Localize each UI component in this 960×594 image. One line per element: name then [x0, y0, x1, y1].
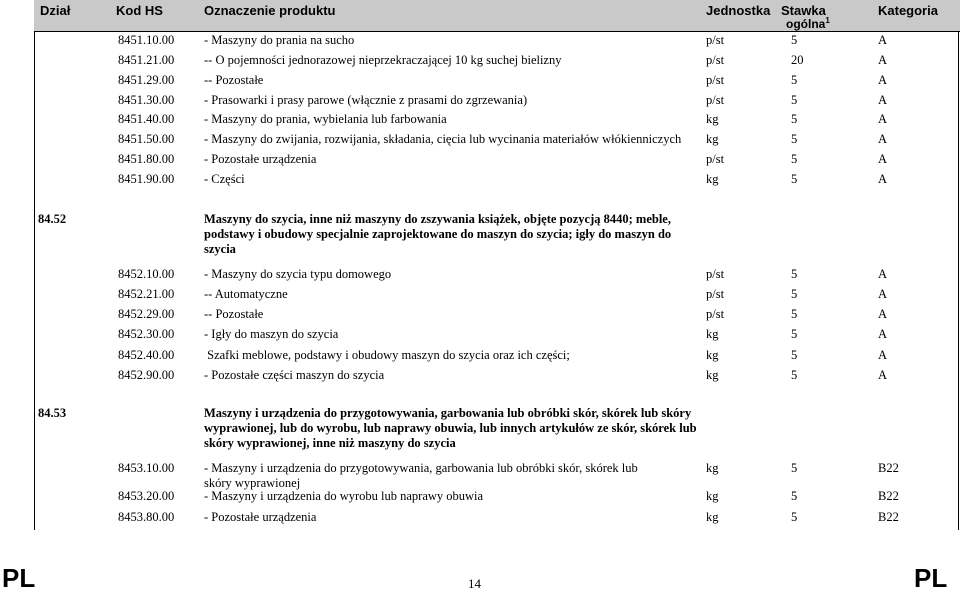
unit: kg [706, 348, 719, 362]
unit: p/st [706, 267, 725, 281]
product-description: - Pozostałe urządzenia [204, 510, 317, 524]
product-description: - Maszyny i urządzenia do wyrobu lub naprawy obuwia [204, 489, 484, 503]
category: A [878, 267, 888, 281]
product-description: - Maszyny do prania, wybielania lub farbowania [204, 112, 447, 126]
product-description: -- Pozostałe [204, 307, 264, 321]
product-description: - Pozostałe części maszyn do szycia [204, 368, 385, 382]
footer-left-label: PL [2, 563, 36, 593]
table-row [34, 130, 960, 150]
footer-right-label: PL [914, 563, 948, 593]
unit: p/st [706, 93, 725, 107]
page-number: 14 [468, 576, 481, 591]
rate: 5 [791, 461, 798, 475]
table-row [34, 346, 960, 366]
hs-code: 8452.10.00 [118, 267, 175, 281]
table-row [34, 170, 960, 190]
category: A [878, 53, 888, 67]
product-description: - Pozostałe urządzenia [204, 152, 317, 166]
product-description: Szafki meblowe, podstawy i obudowy maszyn do szycia oraz ich części; [204, 348, 570, 362]
unit: kg [706, 461, 719, 475]
unit: kg [706, 172, 719, 186]
category: B22 [878, 461, 899, 475]
table-row [34, 305, 960, 325]
category: A [878, 327, 888, 341]
rate: 5 [791, 33, 798, 47]
rate: 5 [791, 112, 798, 126]
product-description: - Maszyny do prania na sucho [204, 33, 355, 47]
rate: 5 [791, 327, 798, 341]
unit: p/st [706, 73, 725, 87]
header-footnote-mark: 1 [825, 16, 830, 25]
hs-code: 8453.10.00 [118, 461, 175, 475]
header-jednostka: Jednostka [706, 3, 771, 18]
rate: 5 [791, 489, 798, 503]
header-kategoria: Kategoria [878, 3, 938, 18]
unit: kg [706, 489, 719, 503]
heading-description: Maszyny do szycia, inne niż maszyny do zszywania książek, objęte pozycją 8440; meble, podstawy i obudowy specjalnie zaprojektowane do maszyn do szycia; igły do maszyn do szycia [204, 212, 672, 256]
table-row [34, 91, 960, 111]
product-description: -- Automatyczne [204, 287, 288, 301]
rate: 5 [791, 93, 798, 107]
hs-code: 8452.21.00 [118, 287, 175, 301]
unit: kg [706, 132, 719, 146]
table-row [34, 265, 960, 285]
header-oznaczenie: Oznaczenie produktu [204, 3, 336, 18]
unit: p/st [706, 152, 725, 166]
rate: 5 [791, 73, 798, 87]
product-description: - Maszyny i urządzenia do przygotowywania, garbowania lub obróbki skór, skórek lub skóry wyprawionej [204, 461, 638, 490]
category: B22 [878, 489, 899, 503]
rate: 5 [791, 132, 798, 146]
unit: kg [706, 112, 719, 126]
unit: kg [706, 327, 719, 341]
category: A [878, 33, 888, 47]
rate: 5 [791, 152, 798, 166]
rate: 5 [791, 287, 798, 301]
product-description: - Igły do maszyn do szycia [204, 327, 339, 341]
product-description: - Prasowarki i prasy parowe (włącznie z prasami do zgrzewania) [204, 93, 528, 107]
category: A [878, 172, 888, 186]
heading-description: Maszyny i urządzenia do przygotowywania, garbowania lub obróbki skór, skórek lub skóry wyprawionej, lub do wyrobu, lub naprawy obuwia, lub innych artykułów ze skór, skórek lub skóry wyprawionej, inne niż maszyny do szycia [204, 406, 697, 450]
table-header [34, 0, 960, 32]
unit: p/st [706, 53, 725, 67]
heading-code: 84.53 [38, 406, 67, 420]
product-description: -- O pojemności jednorazowej nieprzekraczającej 10 kg suchej bielizny [204, 53, 562, 67]
rate: 5 [791, 510, 798, 524]
table-row [34, 325, 960, 345]
header-stawka-ogolna [786, 16, 830, 31]
hs-code: 8451.50.00 [118, 132, 175, 146]
category: A [878, 112, 888, 126]
header-stawka: Stawka [781, 3, 826, 18]
table-row [34, 110, 960, 130]
hs-code: 8451.30.00 [118, 93, 175, 107]
category: A [878, 132, 888, 146]
hs-code: 8452.30.00 [118, 327, 175, 341]
product-description: - Maszyny do szycia typu domowego [204, 267, 392, 281]
header-kod-hs: Kod HS [116, 3, 163, 18]
unit: kg [706, 368, 719, 382]
rate: 5 [791, 368, 798, 382]
hs-code: 8451.29.00 [118, 73, 175, 87]
table-row [34, 150, 960, 170]
hs-code: 8452.90.00 [118, 368, 175, 382]
hs-code: 8452.29.00 [118, 307, 175, 321]
unit: kg [706, 510, 719, 524]
rate: 5 [791, 307, 798, 321]
unit: p/st [706, 307, 725, 321]
rate: 20 [791, 53, 804, 67]
category: A [878, 152, 888, 166]
category: A [878, 73, 888, 87]
hs-code: 8451.80.00 [118, 152, 175, 166]
table-row [34, 51, 960, 71]
hs-code: 8451.10.00 [118, 33, 175, 47]
header-stawka-ogolna-text: ogólna [786, 17, 826, 31]
table-row [34, 508, 960, 528]
table-row [34, 366, 960, 386]
product-description: - Maszyny do zwijania, rozwijania, składania, cięcia lub wycinania materiałów włókienniczych [204, 132, 682, 146]
category: A [878, 287, 888, 301]
hs-code: 8451.21.00 [118, 53, 175, 67]
table-row [34, 487, 960, 507]
rate: 5 [791, 348, 798, 362]
category: A [878, 307, 888, 321]
hs-code: 8451.90.00 [118, 172, 175, 186]
table-row [34, 71, 960, 91]
table-row [34, 31, 960, 51]
category: B22 [878, 510, 899, 524]
rate: 5 [791, 172, 798, 186]
unit: p/st [706, 287, 725, 301]
rate: 5 [791, 267, 798, 281]
header-dzial: Dział [40, 3, 71, 18]
product-description: -- Pozostałe [204, 73, 264, 87]
hs-code: 8451.40.00 [118, 112, 175, 126]
category: A [878, 368, 888, 382]
hs-code: 8453.20.00 [118, 489, 175, 503]
category: A [878, 348, 888, 362]
hs-code: 8452.40.00 [118, 348, 175, 362]
table-row [34, 285, 960, 305]
unit: p/st [706, 33, 725, 47]
category: A [878, 93, 888, 107]
heading-code: 84.52 [38, 212, 67, 226]
product-description: - Części [204, 172, 245, 186]
hs-code: 8453.80.00 [118, 510, 175, 524]
